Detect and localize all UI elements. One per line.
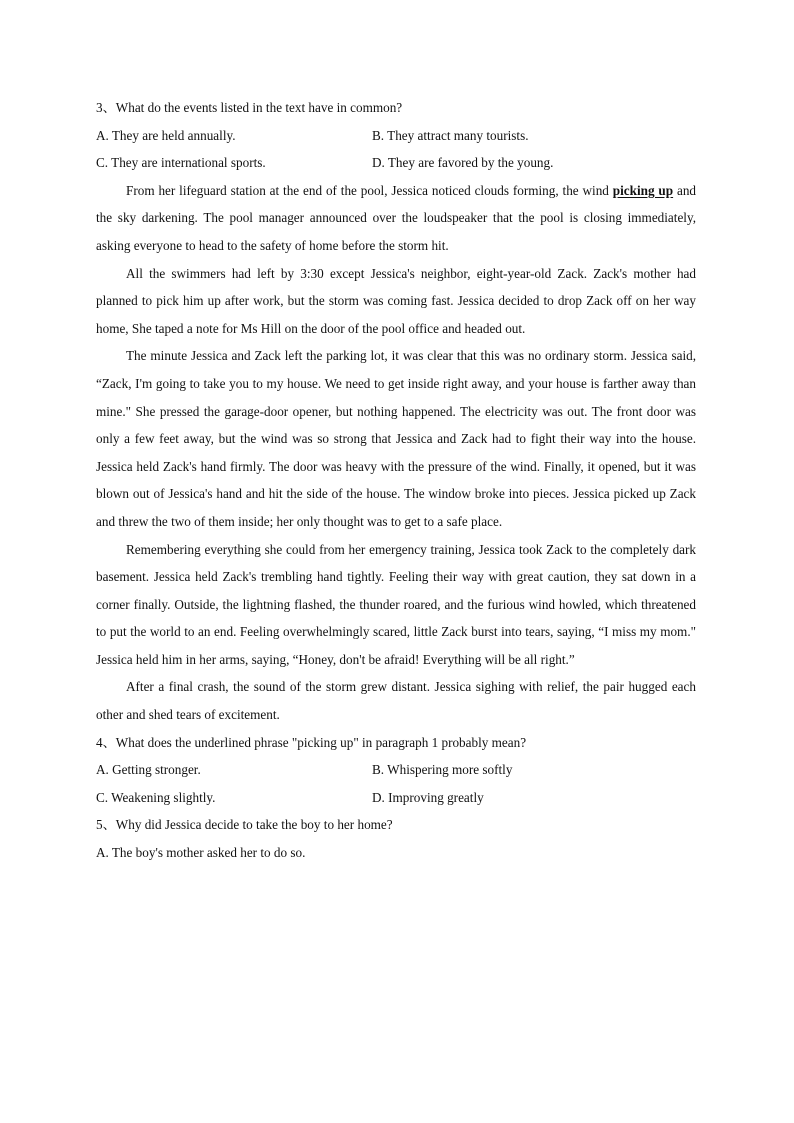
question-3-options-row-2 — [96, 149, 696, 177]
question-3-options-row-1 — [96, 122, 696, 150]
exam-page — [96, 94, 696, 867]
q3-option-c: C. They are international sports. — [96, 155, 266, 171]
question-3: 3、What do the events listed in the text have in common? — [96, 100, 403, 115]
q4-option-d: D. Improving greatly — [372, 789, 484, 805]
question-4: 4、What does the underlined phrase "picking up" in paragraph 1 probably mean? — [96, 734, 527, 750]
underlined-phrase: picking up — [612, 182, 674, 198]
passage-paragraph-2: All the swimmers had left by 3:30 except Jessica's neighbor, eight-year-old Zack. Zack's mother had planned to pick him up after work, but the storm was coming fast. Jessica decided to drop Zack off on her way home, She taped a note for Ms Hill on the door of the pool office and headed out. — [96, 265, 696, 336]
question-4-options-row-1 — [96, 756, 696, 784]
q3-option-b: B. They attract many tourists. — [372, 127, 529, 143]
q4-option-b: B. Whispering more softly — [372, 762, 513, 778]
passage-paragraph-1 — [96, 177, 696, 260]
question-5: 5、Why did Jessica decide to take the boy to her home? — [96, 817, 393, 833]
q3-option-a: A. They are held annually. — [96, 127, 236, 143]
q4-option-a: A. Getting stronger. — [96, 762, 201, 778]
q3-option-d: D. They are favored by the young. — [372, 155, 554, 171]
passage-paragraph-4: Remembering everything she could from her emergency training, Jessica took Zack to the completely dark basement. Jessica held Zack's trembling hand tightly. Feeling their way with great caution, they sat down in a corner finally. Outside, the lightning flashed, the thunder roared, and the furious wind howled, which threatened to put the world to an end. Feeling overwhelmingly scared, little Zack burst into tears, saying, “I miss my mom." Jessica held him in her arms, saying, “Honey, don't be afraid! Everything will be all right.” — [96, 541, 696, 667]
p1-text-before: From her lifeguard station at the end of the pool, Jessica noticed clouds forming, the wind — [126, 182, 613, 198]
q5-option-a: A. The boy's mother asked her to do so. — [96, 845, 306, 861]
passage-paragraph-5: After a final crash, the sound of the storm grew distant. Jessica sighing with relief, the pair hugged each other and shed tears of excitement. — [96, 679, 696, 723]
p1-text-after: and the sky darkening. The pool manager announced over the loudspeaker that the pool is closing immediately, asking everyone to head to the safety of home before the storm hit. — [96, 182, 697, 253]
passage-paragraph-3: The minute Jessica and Zack left the parking lot, it was clear that this was no ordinary storm. Jessica said, “Zack, I'm going to take you to my house. We need to get inside right away, and your house is farther away than mine." She pressed the garage-door opener, but nothing happened. The electricity was out. The front door was only a few feet away, but the wind was so strong that Jessica and Zack had to fight their way into the house. Jessica held Zack's hand firmly. The door was heavy with the pressure of the wind. Finally, it opened, but it was blown out of Jessica's hand and hit the side of the house. The window broke into pieces. Jessica picked up Zack and threw the two of them inside; her only thought was to get to a safe place. — [96, 348, 696, 529]
question-4-options-row-2 — [96, 784, 696, 812]
q4-option-c: C. Weakening slightly. — [96, 789, 216, 805]
